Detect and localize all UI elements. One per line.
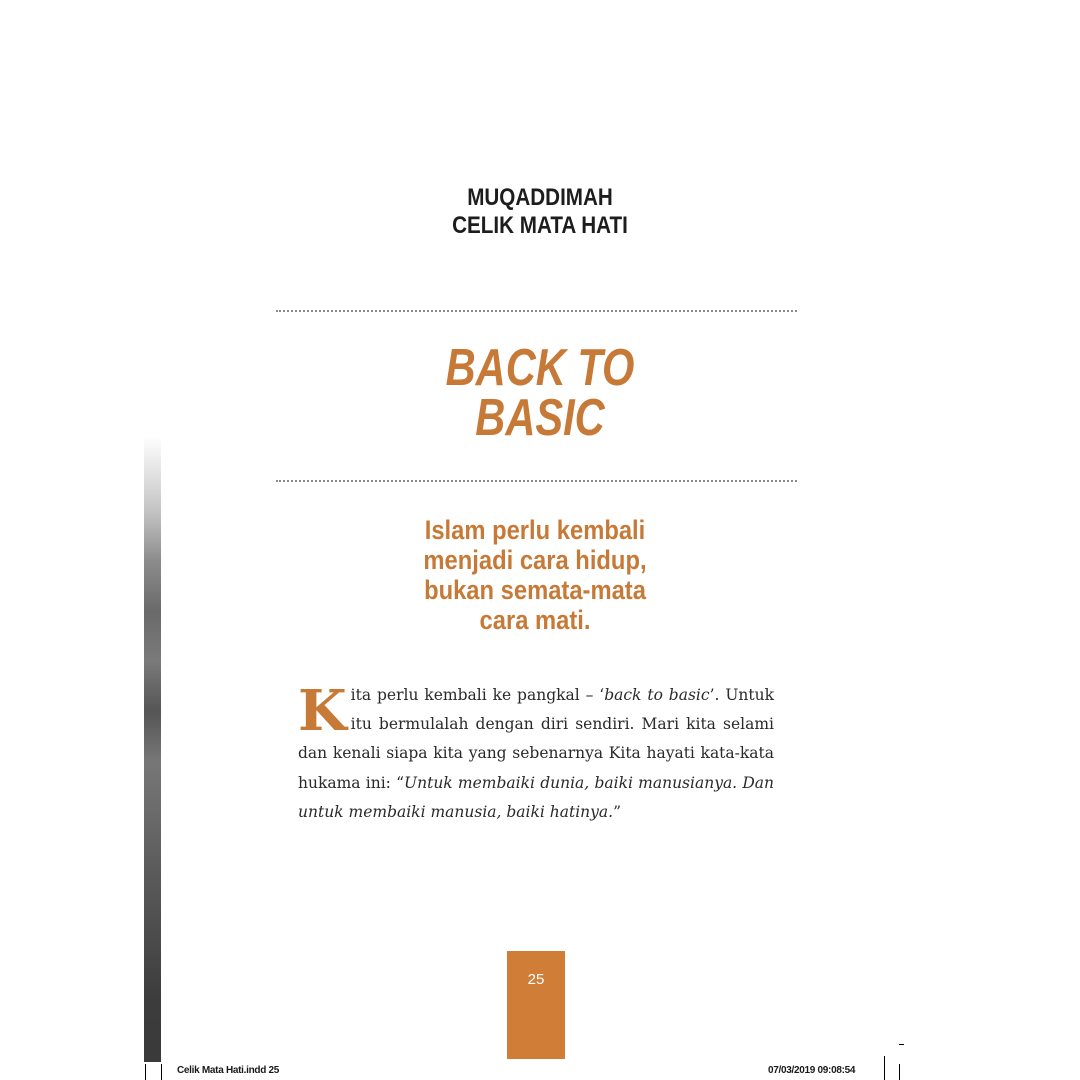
body-paragraph <box>298 678 774 827</box>
dotted-divider-bottom <box>276 480 797 482</box>
pull-quote-line1: Islam perlu kembali <box>424 515 646 545</box>
pull-quote-line3: bukan semata-mata <box>424 575 646 605</box>
section-header-line1: MUQADDIMAH <box>467 184 613 211</box>
chapter-title-line2: BASIC <box>475 389 605 447</box>
pull-quote-line4: cara mati. <box>479 605 591 635</box>
body-text-italic-1: back to basic <box>604 686 710 704</box>
body-text-italic-quote: Untuk membaiki dunia, baiki manusianya. Dan untuk membaiki manusia, baiki hatinya. <box>298 773 774 821</box>
crop-mark-left-inner <box>161 1064 162 1080</box>
chapter-title <box>380 339 700 447</box>
dotted-divider-top <box>276 310 797 312</box>
slug-filename: Celik Mata Hati.indd 25 <box>177 1065 280 1076</box>
page-number: 25 <box>527 971 545 988</box>
crop-mark-left <box>145 1064 146 1080</box>
crop-mark-right <box>884 1056 885 1080</box>
section-header <box>368 184 712 240</box>
drop-cap: K <box>298 678 347 744</box>
page-number-tab <box>507 951 565 1059</box>
crop-mark-right-outer <box>899 1064 900 1080</box>
pull-quote <box>403 515 667 635</box>
body-text-3: ” <box>613 802 622 821</box>
crop-mark-right-tick <box>899 1044 904 1045</box>
body-text-1: ita perlu kembali ke pangkal – ‘ <box>350 686 605 704</box>
body-text-2: ’. Untuk itu bermulalah dengan diri sendiri. Mari kita selami dan kenali siapa kita yang sebenarnya Kita hayati kata-kata hukama ini: “ <box>298 686 774 792</box>
section-header-line2: CELIK MATA HATI <box>452 212 628 239</box>
slug-timestamp: 07/03/2019 09:08:54 <box>768 1065 856 1076</box>
bleed-image-strip <box>144 436 161 1062</box>
pull-quote-line2: menjadi cara hidup, <box>423 545 647 575</box>
chapter-title-line1: BACK TO <box>445 339 635 397</box>
